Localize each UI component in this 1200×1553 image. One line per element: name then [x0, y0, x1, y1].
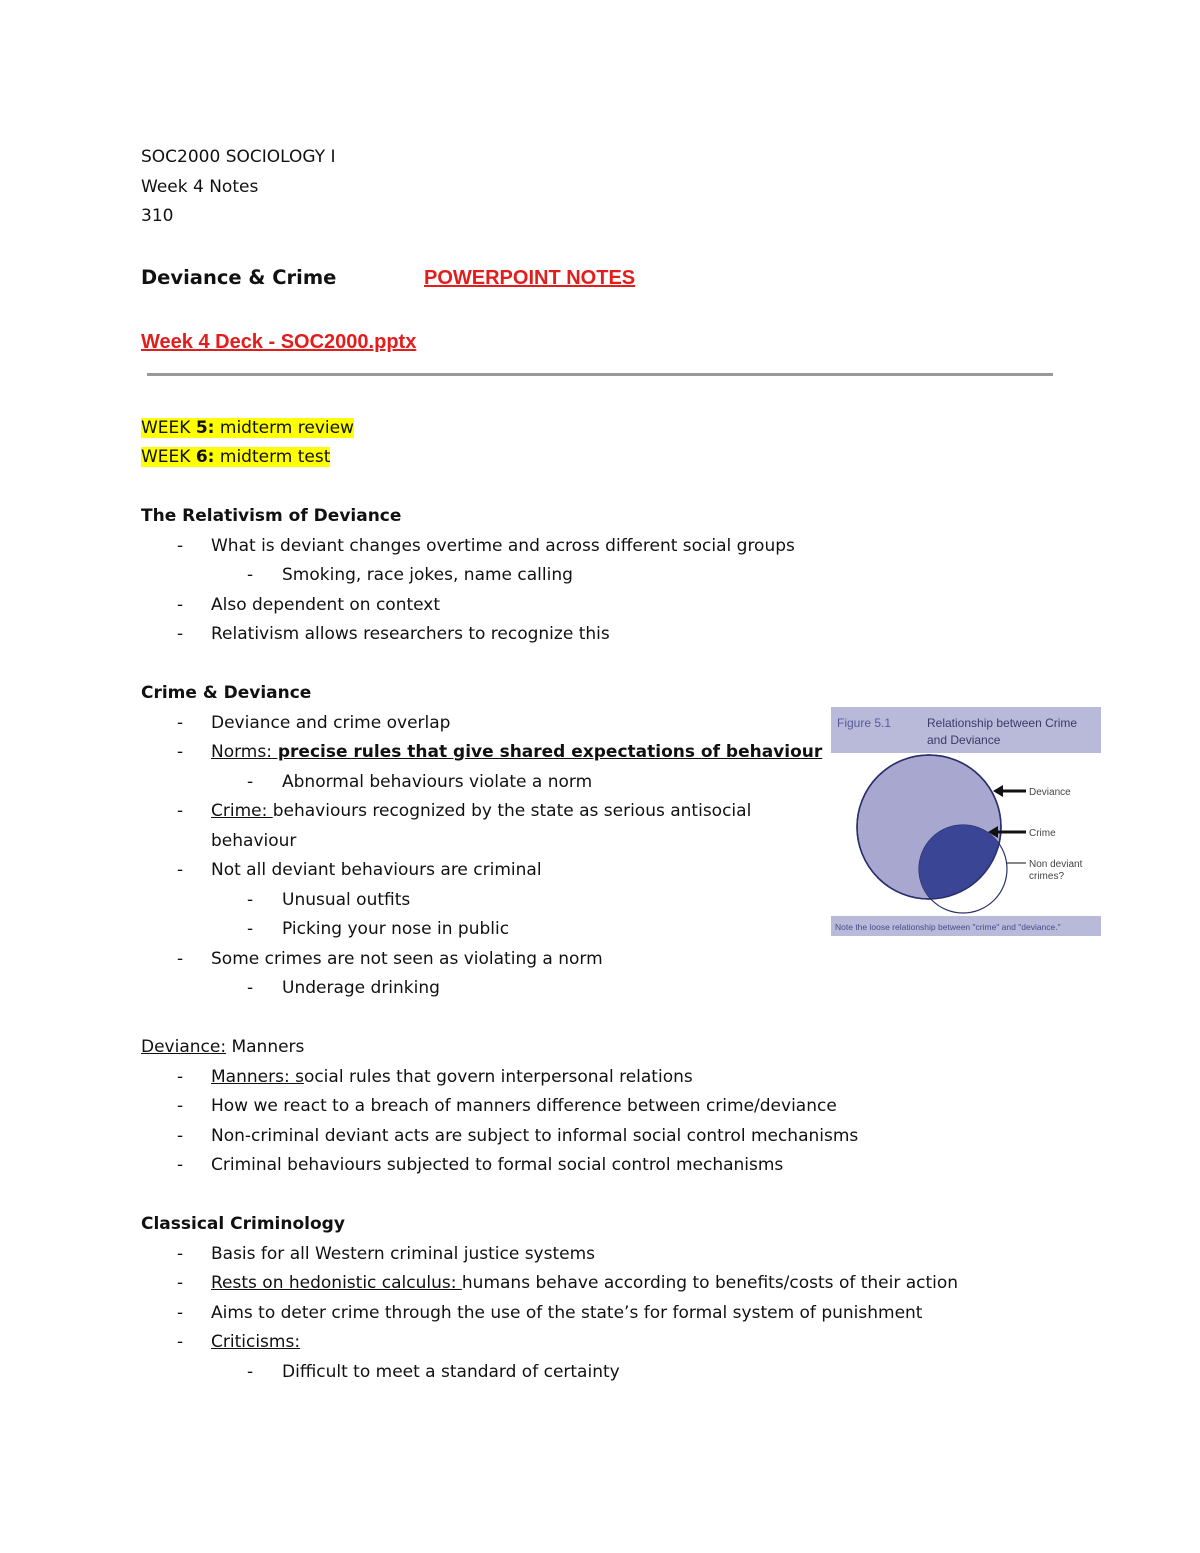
week6-note: [141, 443, 1061, 473]
label-nondeviant-2: crimes?: [1029, 871, 1065, 882]
deck-link[interactable]: Week 4 Deck - SOC2000.pptx: [141, 330, 417, 353]
list-item: - Picking your nose in public: [141, 915, 1061, 945]
list-item: - Norms: precise rules that give shared expectations of behaviour: [141, 738, 1061, 768]
list-item: - Rests on hedonistic calculus: humans behave according to benefits/costs of their action: [141, 1269, 1061, 1299]
list-item-continuation: behaviour: [211, 830, 297, 851]
label-crime: Crime: [1029, 828, 1056, 839]
list-item: - Non-criminal deviant acts are subject to informal social control mechanisms: [141, 1122, 1061, 1152]
page-title: Deviance & Crime: [141, 266, 337, 289]
label-deviance: Deviance: [1029, 787, 1071, 798]
list-item: - Deviance and crime overlap: [141, 709, 1061, 739]
list-item: - What is deviant changes overtime and across different social groups: [141, 532, 1061, 562]
list-item: - Difficult to meet a standard of certainty: [141, 1358, 1061, 1388]
list-item: - Unusual outfits: [141, 886, 1061, 916]
section-heading-crime-deviance: Crime & Deviance: [141, 683, 312, 703]
list-item: - Manners: social rules that govern interpersonal relations: [141, 1063, 1061, 1093]
list-item: - Not all deviant behaviours are criminal: [141, 856, 1061, 886]
week5-note: [141, 414, 1061, 444]
figure-number: Figure 5.1: [837, 716, 892, 730]
figure-title-line1: Relationship between Crime: [927, 716, 1078, 730]
week6-highlight: WEEK 6: midterm test: [141, 447, 331, 467]
section-heading-classical: Classical Criminology: [141, 1214, 345, 1234]
powerpoint-notes-link[interactable]: POWERPOINT NOTES: [424, 267, 636, 289]
list-item: - Crime: behaviours recognized by the state as serious antisocial: [141, 797, 1061, 827]
figure-crime-deviance-venn: [831, 707, 1101, 936]
list-item: - Relativism allows researchers to recognize this: [141, 620, 1061, 650]
section-heading-relativism: The Relativism of Deviance: [141, 506, 402, 526]
list-item: - Also dependent on context: [141, 591, 1061, 621]
list-item: - Criminal behaviours subjected to formal social control mechanisms: [141, 1151, 1061, 1181]
room-number: 310: [141, 206, 174, 226]
week5-highlight: WEEK 5: midterm review: [141, 417, 354, 438]
list-item: - Smoking, race jokes, name calling: [141, 561, 1061, 591]
section-heading-manners: Deviance: Manners: [141, 1037, 305, 1057]
list-item: - Abnormal behaviours violate a norm: [141, 768, 1061, 798]
label-nondeviant-1: Non deviant: [1029, 859, 1083, 870]
title-row: [141, 261, 1061, 295]
list-item: - Basis for all Western criminal justice systems: [141, 1240, 1061, 1270]
course-title: SOC2000 SOCIOLOGY I: [141, 147, 336, 167]
list-item: - Underage drinking: [141, 974, 1061, 1004]
list-item: - How we react to a breach of manners difference between crime/deviance: [141, 1092, 1061, 1122]
list-item: - Criticisms:: [141, 1328, 1061, 1358]
list-item: - Aims to deter crime through the use of the state’s for formal system of punishment: [141, 1299, 1061, 1329]
list-item: - Some crimes are not seen as violating a norm: [141, 945, 1061, 975]
week-notes: Week 4 Notes: [141, 176, 259, 197]
figure-note: Note the loose relationship between "crime" and "deviance.": [835, 922, 1061, 932]
figure-title-line2: and Deviance: [927, 733, 1001, 747]
